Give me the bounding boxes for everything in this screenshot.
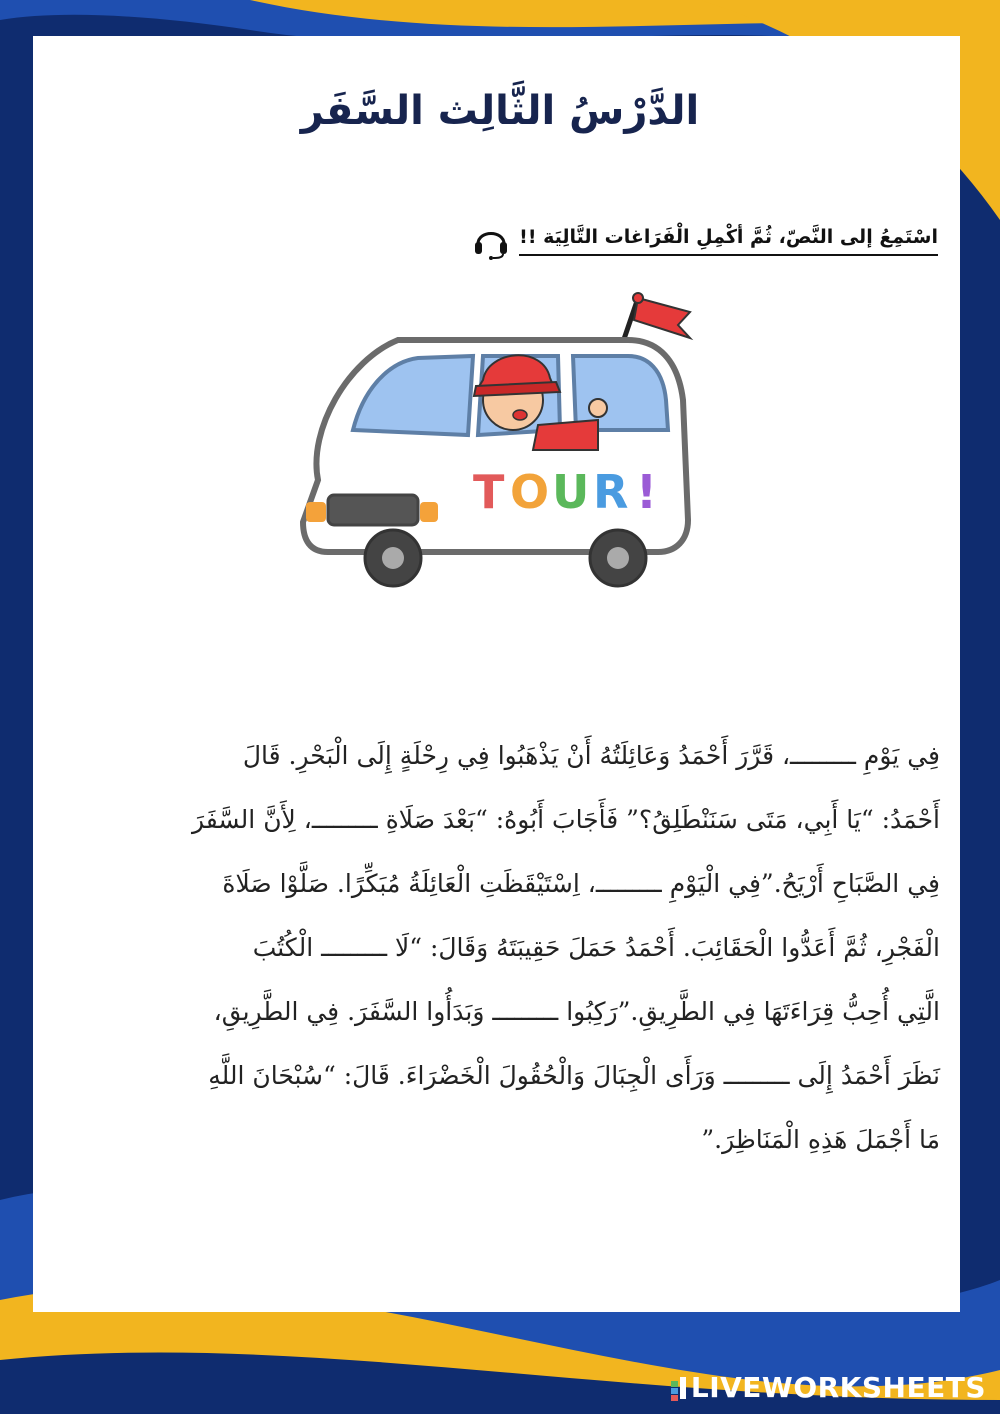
story-line: نَظَرَ أَحْمَدُ إِلَى ـــــــــ وَرَأَى الْجِبَالَ وَالْحُقُولَ الْخَضْرَاءَ. قَالَ: “سُبْحَانَ اللَّهِ xyxy=(208,1061,940,1090)
story-line: مَا أَجْمَلَ هَذِهِ الْمَنَاظِرَ.” xyxy=(701,1125,940,1154)
svg-text:R: R xyxy=(593,465,629,519)
svg-text:T: T xyxy=(473,465,505,519)
instruction-text: اسْتَمِعُ إلى النَّصّ، ثُمَّ أكْمِلِ الْفَرَاغات التَّالِيَة !! xyxy=(519,226,938,256)
brand-text: LIVEWORKSHEETS xyxy=(690,1371,986,1404)
svg-text:!: ! xyxy=(636,465,657,519)
lesson-title: الدَّرْسُ الثَّالِث السَّفَر xyxy=(300,88,700,134)
svg-text:O: O xyxy=(510,465,550,519)
liveworksheets-logo[interactable] xyxy=(671,1371,986,1404)
story-line: فِي الصَّبَاحِ أَرْيَحُ.”فِي الْيَوْمِ ـــــــــ، اِسْتَيْقَظَتِ الْعَائِلَةُ مُبَكِّرًا. صَلَّوْا صَلَاةَ xyxy=(222,869,940,898)
story-line: أَحْمَدُ: “يَا أَبِي، مَتَى سَنَنْطَلِقُ؟” فَأَجَابَ أَبُوهُ: “بَعْدَ صَلَاةِ ـــــــــ، لِأَنَّ السَّفَرَ xyxy=(191,805,940,834)
tour-van-illustration xyxy=(298,290,698,590)
story-line: فِي يَوْمِ ـــــــــ، قَرَّرَ أَحْمَدُ وَعَائِلَتُهُ أَنْ يَذْهَبُوا فِي رِحْلَةٍ إِلَى الْبَحْرِ. قَالَ xyxy=(242,741,940,770)
instruction-row xyxy=(473,222,938,260)
svg-text:U: U xyxy=(552,465,590,519)
story-line: الَّتِي أُحِبُّ قِرَاءَتَهَا فِي الطَّرِيقِ.”رَكِبُوا ـــــــــ وَبَدَأُوا السَّفَرَ. فِي الطَّرِيقِ، xyxy=(213,997,940,1026)
story-line: الْفَجْرِ، ثُمَّ أَعَدُّوا الْحَقَائِبَ. أَحْمَدُ حَمَلَ حَقِيبَتَهُ وَقَالَ: “لَا ـــــــــ الْكُتُبَ xyxy=(252,933,940,962)
headphones-icon xyxy=(473,222,509,260)
story-passage xyxy=(62,724,940,1172)
brand-mark-icon xyxy=(671,1374,687,1402)
